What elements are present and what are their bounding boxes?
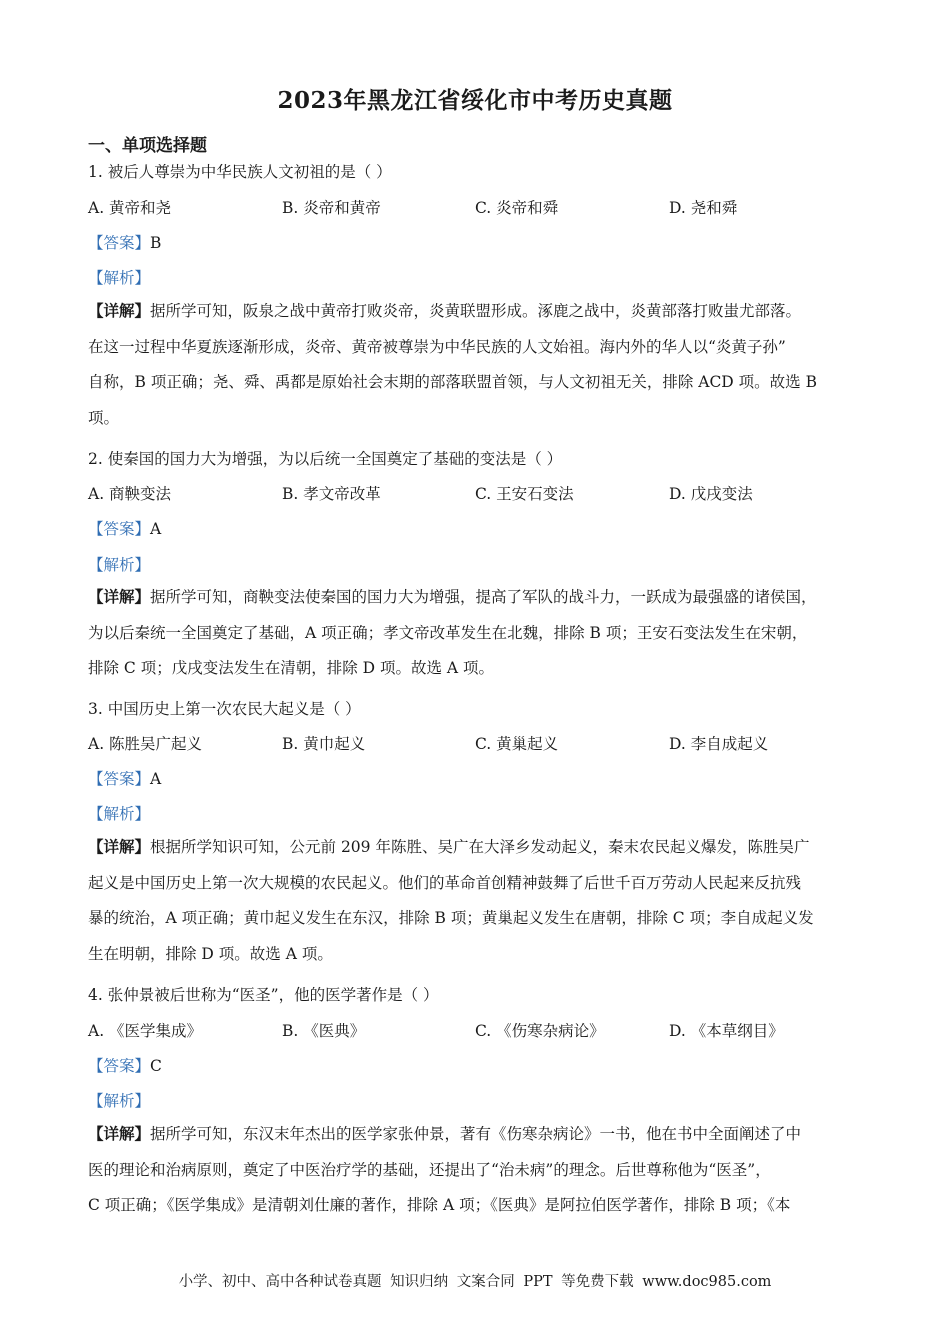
option-b: B. 炎帝和黄帝	[282, 199, 381, 217]
question-3-answer	[88, 767, 161, 789]
option-b: B. 《医典》	[282, 1022, 366, 1040]
option-a: A. 《医学集成》	[88, 1022, 203, 1040]
question-3-stem: 3. 中国历史上第一次农民大起义是（ ）	[88, 700, 361, 718]
question-4-analysis	[88, 1089, 150, 1111]
option-a: A. 陈胜吴广起义	[88, 735, 203, 753]
detail-line: 据所学可知，东汉末年杰出的医学家张仲景，著有《伤寒杂病论》一书，他在书中全面阐述了中	[150, 1125, 802, 1143]
option-c: C. 黄巢起义	[475, 735, 559, 753]
option-b: B. 孝文帝改革	[282, 485, 381, 503]
detail-line: 据所学可知，阪泉之战中黄帝打败炎帝，炎黄联盟形成。涿鹿之战中，炎黄部落打败蚩尤部落。	[150, 302, 802, 320]
question-3-analysis	[88, 802, 150, 824]
detail-label: 【详解】	[88, 837, 151, 856]
question-4-options	[88, 1019, 868, 1043]
question-2-detail	[88, 579, 868, 687]
question-4-stem: 4. 张仲景被后世称为“医圣”，他的医学著作是（ ）	[88, 986, 439, 1004]
detail-label: 【详解】	[88, 301, 151, 320]
option-c: C. 《伤寒杂病论》	[475, 1022, 605, 1040]
answer-label: 【答案】	[88, 770, 151, 788]
question-1-analysis	[88, 266, 150, 288]
detail-line: 自称，B 项正确；尧、舜、禹都是原始社会末期的部落联盟首领，与人文初祖无关，排除 ACD 项。故选 B	[88, 373, 817, 391]
detail-line: C 项正确；《医学集成》是清朝刘仕廉的著作，排除 A 项；《医典》是阿拉伯医学著作，排除 B 项；《本	[88, 1196, 791, 1214]
detail-line: 暴的统治，A 项正确；黄巾起义发生在东汉，排除 B 项；黄巢起义发生在唐朝，排除 C 项；李自成起义发	[88, 909, 814, 927]
analysis-label: 【解析】	[88, 1092, 151, 1110]
page-footer: 小学、初中、高中各种试卷真题 知识归纳 文案合同 PPT 等免费下载 www.doc985.com	[178, 1274, 772, 1290]
option-a: A. 商鞅变法	[88, 485, 172, 503]
detail-label: 【详解】	[88, 1124, 151, 1143]
question-1-detail	[88, 293, 868, 436]
question-1-stem: 1. 被后人尊崇为中华民族人文初祖的是（ ）	[88, 163, 392, 181]
option-c: C. 王安石变法	[475, 485, 574, 503]
question-1-answer	[88, 231, 161, 253]
answer-value: C	[150, 1057, 162, 1075]
detail-line: 项。	[88, 408, 120, 427]
analysis-label: 【解析】	[88, 556, 151, 574]
answer-value: A	[150, 770, 162, 788]
question-4-detail	[88, 1116, 868, 1224]
question-2-stem: 2. 使秦国的国力大为增强，为以后统一全国奠定了基础的变法是（ ）	[88, 450, 563, 468]
answer-label: 【答案】	[88, 520, 151, 538]
question-3-detail	[88, 829, 868, 972]
answer-value: A	[150, 520, 162, 538]
question-1-options	[88, 196, 868, 220]
answer-value: B	[150, 234, 162, 252]
question-4-answer	[88, 1054, 162, 1076]
answer-label: 【答案】	[88, 1057, 151, 1075]
analysis-label: 【解析】	[88, 269, 151, 287]
section-heading: 一、单项选择题	[88, 136, 207, 156]
question-2-options	[88, 482, 868, 506]
question-2-answer	[88, 517, 161, 539]
answer-label: 【答案】	[88, 234, 151, 252]
detail-line: 据所学可知，商鞅变法使秦国的国力大为增强，提高了军队的战斗力，一跃成为最强盛的诸侯国，	[150, 588, 817, 606]
detail-line: 起义是中国历史上第一次大规模的农民起义。他们的革命首创精神鼓舞了后世千百万劳动人民起来反抗残	[88, 873, 802, 892]
option-b: B. 黄巾起义	[282, 735, 366, 753]
option-c: C. 炎帝和舜	[475, 199, 559, 217]
detail-line: 为以后秦统一全国奠定了基础，A 项正确；孝文帝改革发生在北魏，排除 B 项；王安石变法发生在宋朝，	[88, 623, 808, 642]
detail-line: 排除 C 项；戊戌变法发生在清朝，排除 D 项。故选 A 项。	[88, 659, 495, 677]
option-d: D. 戊戌变法	[669, 485, 753, 503]
detail-label: 【详解】	[88, 587, 151, 606]
detail-line: 在这一过程中华夏族逐渐形成，炎帝、黄帝被尊崇为中华民族的人文始祖。海内外的华人以“炎黄子孙”	[88, 337, 786, 356]
detail-line: 根据所学知识可知，公元前 209 年陈胜、吴广在大泽乡发动起义，秦末农民起义爆发，陈胜吴广	[150, 838, 810, 856]
option-a: A. 黄帝和尧	[88, 199, 172, 217]
document-title: 2023年黑龙江省绥化市中考历史真题	[277, 87, 673, 114]
option-d: D. 《本草纲目》	[669, 1022, 784, 1040]
detail-line: 生在明朝，排除 D 项。故选 A 项。	[88, 944, 333, 963]
option-d: D. 尧和舜	[669, 199, 738, 217]
analysis-label: 【解析】	[88, 805, 151, 823]
question-3-options	[88, 732, 868, 756]
question-2-analysis	[88, 553, 150, 575]
detail-line: 医的理论和治病原则，奠定了中医治疗学的基础，还提出了“治未病”的理念。后世尊称他为“医圣”，	[88, 1160, 771, 1179]
option-d: D. 李自成起义	[669, 735, 769, 753]
